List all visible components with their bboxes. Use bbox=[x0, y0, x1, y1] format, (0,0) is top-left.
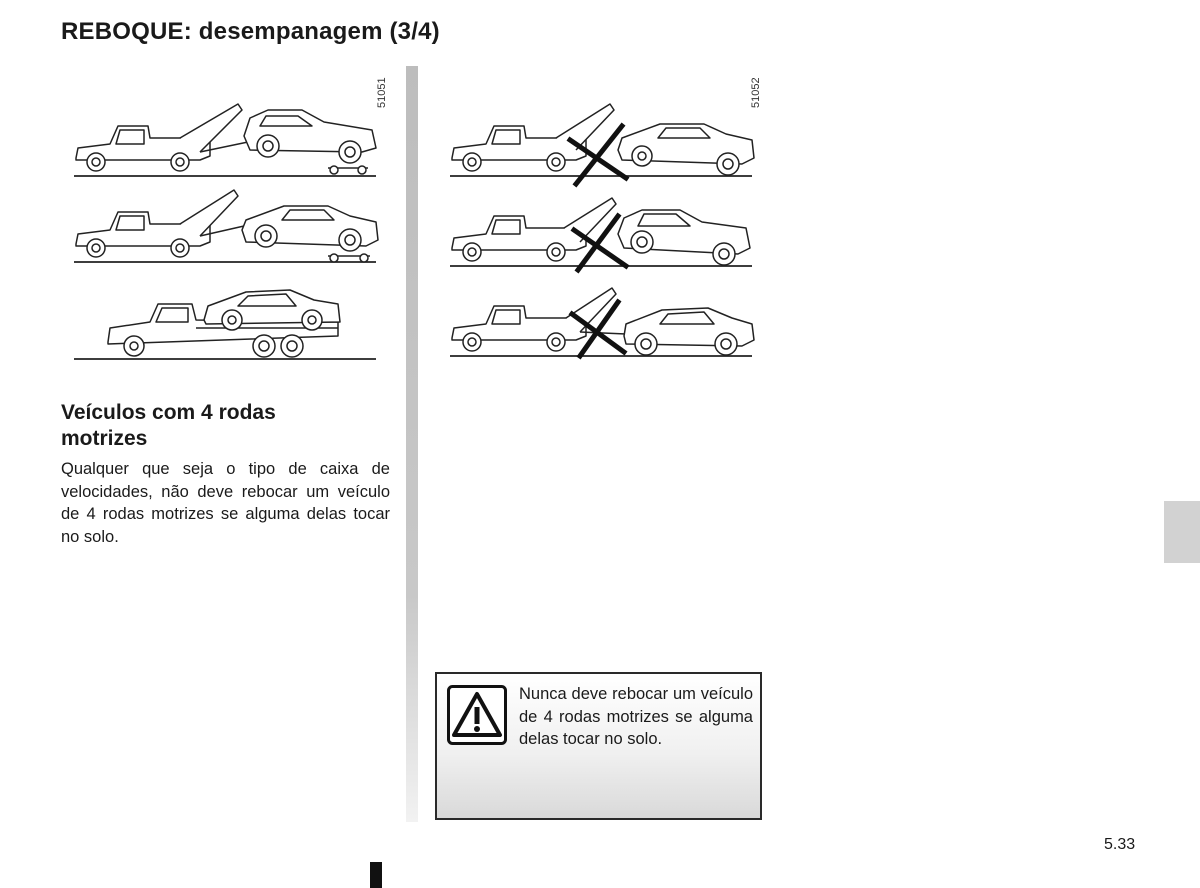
chapter-tab-marker bbox=[1164, 501, 1200, 563]
figure-code-left: 51051 bbox=[376, 77, 388, 108]
figure-code-right: 51052 bbox=[750, 77, 762, 108]
tow-illustration-1 bbox=[74, 104, 376, 176]
section-heading: Veículos com 4 rodas motrizes bbox=[61, 401, 276, 450]
tow-illustration-2 bbox=[74, 190, 378, 262]
figure-forbidden-towing bbox=[446, 66, 776, 366]
page-title: REBOQUE: desempanagem (3/4) bbox=[61, 18, 440, 45]
forbidden-tow-illustration-3 bbox=[450, 288, 754, 356]
section-body-text: Qualquer que seja o tipo de caixa de velocidades, não deve rebocar um veículo de 4 rodas motrizes se alguma delas tocar no solo. bbox=[61, 460, 390, 546]
warning-text: Nunca deve rebocar um veículo de 4 rodas motrizes se alguma delas tocar no solo. bbox=[519, 685, 753, 748]
forbidden-tow-illustration-2 bbox=[450, 198, 752, 270]
warning-box bbox=[435, 672, 762, 820]
page-edge-mark bbox=[370, 862, 382, 888]
tow-illustration-3 bbox=[74, 290, 376, 359]
forbidden-tow-illustration-1 bbox=[450, 104, 754, 184]
page-number: 5.33 bbox=[1104, 836, 1136, 853]
warning-triangle-icon bbox=[447, 685, 507, 750]
figure-allowed-towing bbox=[70, 66, 400, 366]
column-divider bbox=[406, 66, 418, 822]
